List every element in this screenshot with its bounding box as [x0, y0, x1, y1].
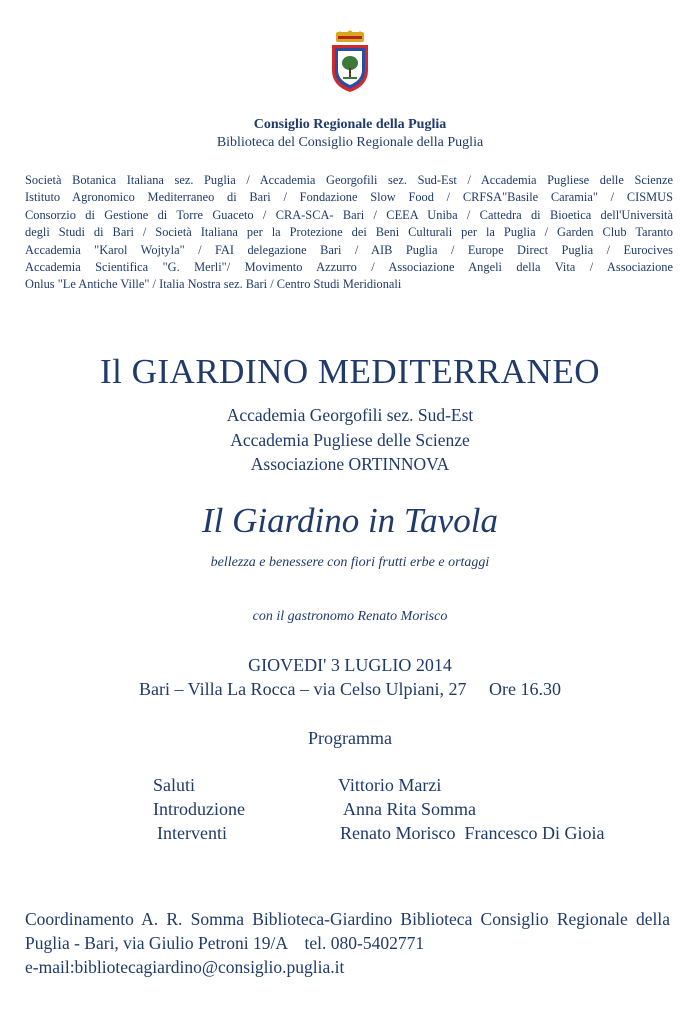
footer-address: Puglia - Bari, via Giulio Petroni 19/A tel. 080-5402771 — [25, 933, 425, 953]
partners-line: Consorzio di Gestione di Torre Guaceto / CRA-SCA- Bari / CEEA Uniba / Cattedra di Bioetica dell'Università — [25, 207, 673, 222]
partners-line: Accademia "Karol Wojtyla" / FAI delegazione Bari / AIB Puglia / Europe Direct Puglia / Eurocives — [25, 242, 673, 257]
partners-list — [25, 172, 673, 294]
program-item-speaker: Anna Rita Somma — [343, 799, 476, 819]
main-subtitle: Associazione ORTINNOVA — [250, 454, 450, 474]
event-tagline: bellezza e benessere con fiori frutti erbe e ortaggi — [210, 555, 490, 570]
program-item-speaker: Renato Morisco Francesco Di Gioia — [340, 823, 605, 843]
program-heading: Programma — [308, 728, 392, 748]
library-name: Biblioteca del Consiglio Regionale della Puglia — [216, 135, 484, 150]
program-item-speaker: Vittorio Marzi — [338, 775, 442, 795]
main-subtitle: Accademia Georgofili sez. Sud-Est — [226, 405, 474, 425]
program-item-label: Introduzione — [153, 799, 245, 819]
event-venue: Bari – Villa La Rocca – via Celso Ulpiani, 27 Ore 16.30 — [139, 679, 561, 699]
partners-line: degli Studi di Bari / Società Italiana per la Protezione dei Beni Culturali per la Puglia / Garden Club Taranto — [25, 225, 673, 240]
program-item-label: Saluti — [153, 775, 196, 795]
footer-coordination: Coordinamento A. R. Somma Biblioteca-Giardino Biblioteca Consiglio Regionale della — [25, 909, 670, 929]
footer-contact — [25, 907, 670, 979]
organization-name: Consiglio Regionale della Puglia — [253, 117, 447, 132]
regional-crest-logo — [326, 30, 374, 94]
program-item-label: Interventi — [157, 823, 227, 843]
event-title: Il Giardino in Tavola — [202, 501, 498, 540]
partners-line: Onlus "Le Antiche Ville" / Italia Nostra sez. Bari / Centro Studi Meridionali — [25, 277, 402, 292]
main-subtitle: Accademia Pugliese delle Scienze — [230, 430, 470, 450]
partners-line: Istituto Agronomico Mediterraneo di Bari / Fondazione Slow Food / CRFSA"Basile Caramia" / CISMUS — [25, 190, 673, 205]
event-date: GIOVEDI' 3 LUGLIO 2014 — [248, 655, 452, 675]
partners-line: Accademia Scientifica "G. Merli"/ Movimento Azzurro / Associazione Angeli della Vita / Associazione — [25, 260, 673, 275]
partners-line: Società Botanica Italiana sez. Puglia / Accademia Georgofili sez. Sud-Est / Accademia Pugliese delle Scienze — [25, 173, 673, 187]
event-guest: con il gastronomo Renato Morisco — [252, 609, 448, 624]
footer-email[interactable]: e-mail:bibliotecagiardino@consiglio.puglia.it — [25, 957, 345, 977]
main-title: Il GIARDINO MEDITERRANEO — [99, 352, 600, 391]
